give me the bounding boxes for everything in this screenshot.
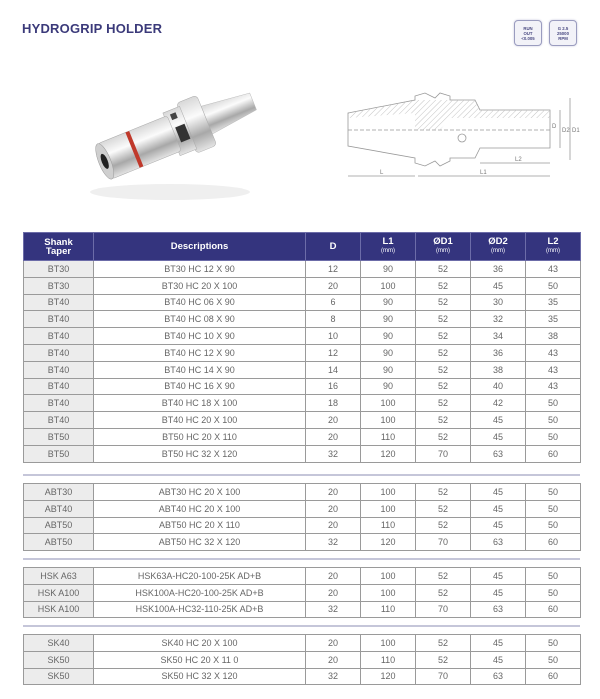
d2-cell: 63 (471, 668, 526, 685)
shank-taper-cell: HSK A100 (24, 584, 94, 601)
col-header-l1: L1 (mm) (361, 233, 416, 261)
d2-cell: 45 (471, 651, 526, 668)
l1-cell: 90 (361, 328, 416, 345)
spec-table-abt (23, 483, 581, 551)
l1-cell: 90 (361, 311, 416, 328)
l1-cell: 110 (361, 517, 416, 534)
d-cell: 20 (306, 412, 361, 429)
shank-taper-cell: BT40 (24, 344, 94, 361)
table-row (24, 534, 581, 551)
table-body (24, 568, 581, 618)
l1-cell: 100 (361, 484, 416, 501)
table-header-row (24, 233, 581, 261)
shank-taper-cell: BT40 (24, 328, 94, 345)
description-cell: ABT50 HC 32 X 120 (94, 534, 306, 551)
d-cell: 12 (306, 261, 361, 278)
shank-taper-cell: BT30 (24, 261, 94, 278)
l2-cell: 50 (526, 568, 581, 585)
table-row (24, 635, 581, 652)
d1-cell: 52 (416, 294, 471, 311)
table-row (24, 445, 581, 462)
d1-cell: 52 (416, 584, 471, 601)
description-cell: BT50 HC 32 X 120 (94, 445, 306, 462)
badge-line: OUT (523, 30, 533, 36)
dim-label-d1: D1 (572, 128, 580, 134)
d-cell: 20 (306, 568, 361, 585)
col-header-d: D (306, 233, 361, 261)
l1-cell: 100 (361, 568, 416, 585)
d1-cell: 52 (416, 328, 471, 345)
l1-cell: 100 (361, 635, 416, 652)
d-cell: 6 (306, 294, 361, 311)
description-cell: BT40 HC 06 X 90 (94, 294, 306, 311)
col-header-shank-taper: Shank Taper (24, 233, 94, 261)
d1-cell: 52 (416, 651, 471, 668)
badge-line: RUN (523, 25, 533, 31)
d-cell: 32 (306, 668, 361, 685)
d-cell: 18 (306, 395, 361, 412)
l2-cell: 35 (526, 294, 581, 311)
description-cell: SK50 HC 32 X 120 (94, 668, 306, 685)
l2-cell: 38 (526, 328, 581, 345)
l2-cell: 43 (526, 378, 581, 395)
d2-cell: 45 (471, 500, 526, 517)
group-divider (23, 625, 580, 627)
d2-cell: 45 (471, 412, 526, 429)
d1-cell: 70 (416, 534, 471, 551)
l2-cell: 43 (526, 261, 581, 278)
l1-cell: 120 (361, 445, 416, 462)
d1-cell: 70 (416, 445, 471, 462)
d2-cell: 45 (471, 484, 526, 501)
l1-cell: 90 (361, 378, 416, 395)
description-cell: BT40 HC 10 X 90 (94, 328, 306, 345)
dim-label-l1: L1 (480, 170, 487, 176)
l2-cell: 50 (526, 651, 581, 668)
l2-cell: 60 (526, 445, 581, 462)
d-cell: 10 (306, 328, 361, 345)
l1-cell: 100 (361, 395, 416, 412)
col-header-l2: L2 (mm) (526, 233, 581, 261)
table-row (24, 311, 581, 328)
col-header-descriptions: Descriptions (94, 233, 306, 261)
description-cell: BT30 HC 12 X 90 (94, 261, 306, 278)
l2-cell: 50 (526, 517, 581, 534)
table-row (24, 584, 581, 601)
product-image (60, 62, 270, 212)
description-cell: HSK100A-HC32-110-25K AD+B (94, 601, 306, 618)
shank-taper-cell: SK50 (24, 651, 94, 668)
description-cell: BT40 HC 16 X 90 (94, 378, 306, 395)
dim-label-d2: D2 (562, 128, 570, 134)
description-cell: BT40 HC 14 X 90 (94, 361, 306, 378)
d-cell: 14 (306, 361, 361, 378)
d-cell: 20 (306, 517, 361, 534)
description-cell: BT40 HC 08 X 90 (94, 311, 306, 328)
d2-cell: 45 (471, 635, 526, 652)
d2-cell: 40 (471, 378, 526, 395)
table-row (24, 344, 581, 361)
col-header-d1: ØD1 (mm) (416, 233, 471, 261)
shank-taper-cell: BT50 (24, 445, 94, 462)
d1-cell: 52 (416, 344, 471, 361)
table-row (24, 277, 581, 294)
d2-cell: 45 (471, 584, 526, 601)
table-row (24, 395, 581, 412)
dim-label-d: D (552, 124, 557, 130)
badge-line: <0.005 (521, 35, 535, 41)
shank-taper-cell: BT40 (24, 395, 94, 412)
table-row (24, 517, 581, 534)
col-header-d2: ØD2 (mm) (471, 233, 526, 261)
l1-cell: 110 (361, 651, 416, 668)
table-row (24, 428, 581, 445)
shank-taper-cell: SK50 (24, 668, 94, 685)
d1-cell: 52 (416, 361, 471, 378)
d1-cell: 70 (416, 668, 471, 685)
badge-line: RPM (558, 35, 568, 41)
l2-cell: 50 (526, 428, 581, 445)
d1-cell: 52 (416, 261, 471, 278)
table-body (24, 484, 581, 551)
shank-taper-cell: BT40 (24, 361, 94, 378)
l2-cell: 60 (526, 534, 581, 551)
table-row (24, 378, 581, 395)
d1-cell: 52 (416, 500, 471, 517)
d-cell: 20 (306, 635, 361, 652)
table-row (24, 651, 581, 668)
d2-cell: 32 (471, 311, 526, 328)
d1-cell: 52 (416, 378, 471, 395)
d-cell: 32 (306, 534, 361, 551)
l1-cell: 90 (361, 261, 416, 278)
table-row (24, 294, 581, 311)
d-cell: 20 (306, 584, 361, 601)
shank-taper-cell: BT40 (24, 294, 94, 311)
shank-taper-cell: BT40 (24, 311, 94, 328)
table-row (24, 500, 581, 517)
l2-cell: 50 (526, 395, 581, 412)
d1-cell: 52 (416, 568, 471, 585)
badge-line: G 2.5 (557, 25, 569, 31)
l1-cell: 120 (361, 668, 416, 685)
d1-cell: 52 (416, 635, 471, 652)
table-row (24, 484, 581, 501)
description-cell: BT40 HC 20 X 100 (94, 412, 306, 429)
dim-label-l2: L2 (515, 157, 522, 163)
table-row (24, 361, 581, 378)
l2-cell: 35 (526, 311, 581, 328)
d2-cell: 36 (471, 344, 526, 361)
d2-cell: 30 (471, 294, 526, 311)
d2-cell: 38 (471, 361, 526, 378)
table-row (24, 261, 581, 278)
description-cell: SK40 HC 20 X 100 (94, 635, 306, 652)
d2-cell: 63 (471, 534, 526, 551)
l2-cell: 43 (526, 361, 581, 378)
d2-cell: 45 (471, 428, 526, 445)
description-cell: ABT30 HC 20 X 100 (94, 484, 306, 501)
d-cell: 20 (306, 484, 361, 501)
table-row (24, 568, 581, 585)
description-cell: BT40 HC 18 X 100 (94, 395, 306, 412)
shank-taper-cell: BT40 (24, 412, 94, 429)
d1-cell: 52 (416, 517, 471, 534)
d-cell: 20 (306, 428, 361, 445)
l1-cell: 110 (361, 601, 416, 618)
shank-taper-cell: BT40 (24, 378, 94, 395)
d-cell: 32 (306, 601, 361, 618)
l2-cell: 60 (526, 601, 581, 618)
page-title: HYDROGRIP HOLDER (22, 21, 163, 36)
d-cell: 20 (306, 500, 361, 517)
d-cell: 20 (306, 277, 361, 294)
description-cell: ABT50 HC 20 X 110 (94, 517, 306, 534)
d-cell: 12 (306, 344, 361, 361)
d2-cell: 45 (471, 517, 526, 534)
d1-cell: 52 (416, 484, 471, 501)
shank-taper-cell: ABT30 (24, 484, 94, 501)
spec-table-hsk (23, 567, 581, 618)
table-row (24, 601, 581, 618)
balance-badge (549, 20, 577, 46)
spec-table-bt (23, 232, 581, 463)
group-divider (23, 474, 580, 476)
shank-taper-cell: ABT50 (24, 517, 94, 534)
d2-cell: 45 (471, 568, 526, 585)
d-cell: 8 (306, 311, 361, 328)
d2-cell: 34 (471, 328, 526, 345)
d1-cell: 52 (416, 277, 471, 294)
shank-taper-cell: HSK A63 (24, 568, 94, 585)
shank-taper-cell: SK40 (24, 635, 94, 652)
dim-label-l: L (380, 170, 384, 176)
d2-cell: 42 (471, 395, 526, 412)
l2-cell: 60 (526, 668, 581, 685)
runout-badge (514, 20, 542, 46)
group-divider (23, 558, 580, 560)
l1-cell: 100 (361, 500, 416, 517)
d-cell: 32 (306, 445, 361, 462)
d2-cell: 36 (471, 261, 526, 278)
d1-cell: 52 (416, 428, 471, 445)
technical-drawing (340, 88, 580, 188)
d2-cell: 63 (471, 445, 526, 462)
table-body (24, 261, 581, 463)
l2-cell: 50 (526, 635, 581, 652)
l1-cell: 100 (361, 277, 416, 294)
d-cell: 16 (306, 378, 361, 395)
description-cell: BT30 HC 20 X 100 (94, 277, 306, 294)
table-row (24, 668, 581, 685)
shank-taper-cell: HSK A100 (24, 601, 94, 618)
description-cell: BT50 HC 20 X 110 (94, 428, 306, 445)
l2-cell: 50 (526, 277, 581, 294)
l2-cell: 50 (526, 584, 581, 601)
d1-cell: 52 (416, 395, 471, 412)
l2-cell: 50 (526, 500, 581, 517)
l2-cell: 43 (526, 344, 581, 361)
table-row (24, 412, 581, 429)
d1-cell: 70 (416, 601, 471, 618)
description-cell: SK50 HC 20 X 11 0 (94, 651, 306, 668)
table-body (24, 635, 581, 685)
l1-cell: 100 (361, 412, 416, 429)
table-row (24, 328, 581, 345)
spec-badges (514, 20, 577, 46)
spec-table-sk (23, 634, 581, 685)
d-cell: 20 (306, 651, 361, 668)
d1-cell: 52 (416, 412, 471, 429)
badge-line: 25000 (557, 30, 569, 36)
l2-cell: 50 (526, 484, 581, 501)
description-cell: BT40 HC 12 X 90 (94, 344, 306, 361)
l1-cell: 120 (361, 534, 416, 551)
l2-cell: 50 (526, 412, 581, 429)
d2-cell: 45 (471, 277, 526, 294)
l1-cell: 90 (361, 294, 416, 311)
description-cell: HSK63A-HC20-100-25K AD+B (94, 568, 306, 585)
shank-taper-cell: BT30 (24, 277, 94, 294)
shank-taper-cell: BT50 (24, 428, 94, 445)
shank-taper-cell: ABT50 (24, 534, 94, 551)
shank-taper-cell: ABT40 (24, 500, 94, 517)
l1-cell: 100 (361, 584, 416, 601)
l1-cell: 90 (361, 361, 416, 378)
description-cell: ABT40 HC 20 X 100 (94, 500, 306, 517)
l1-cell: 110 (361, 428, 416, 445)
d1-cell: 52 (416, 311, 471, 328)
l1-cell: 90 (361, 344, 416, 361)
description-cell: HSK100A-HC20-100-25K AD+B (94, 584, 306, 601)
d2-cell: 63 (471, 601, 526, 618)
